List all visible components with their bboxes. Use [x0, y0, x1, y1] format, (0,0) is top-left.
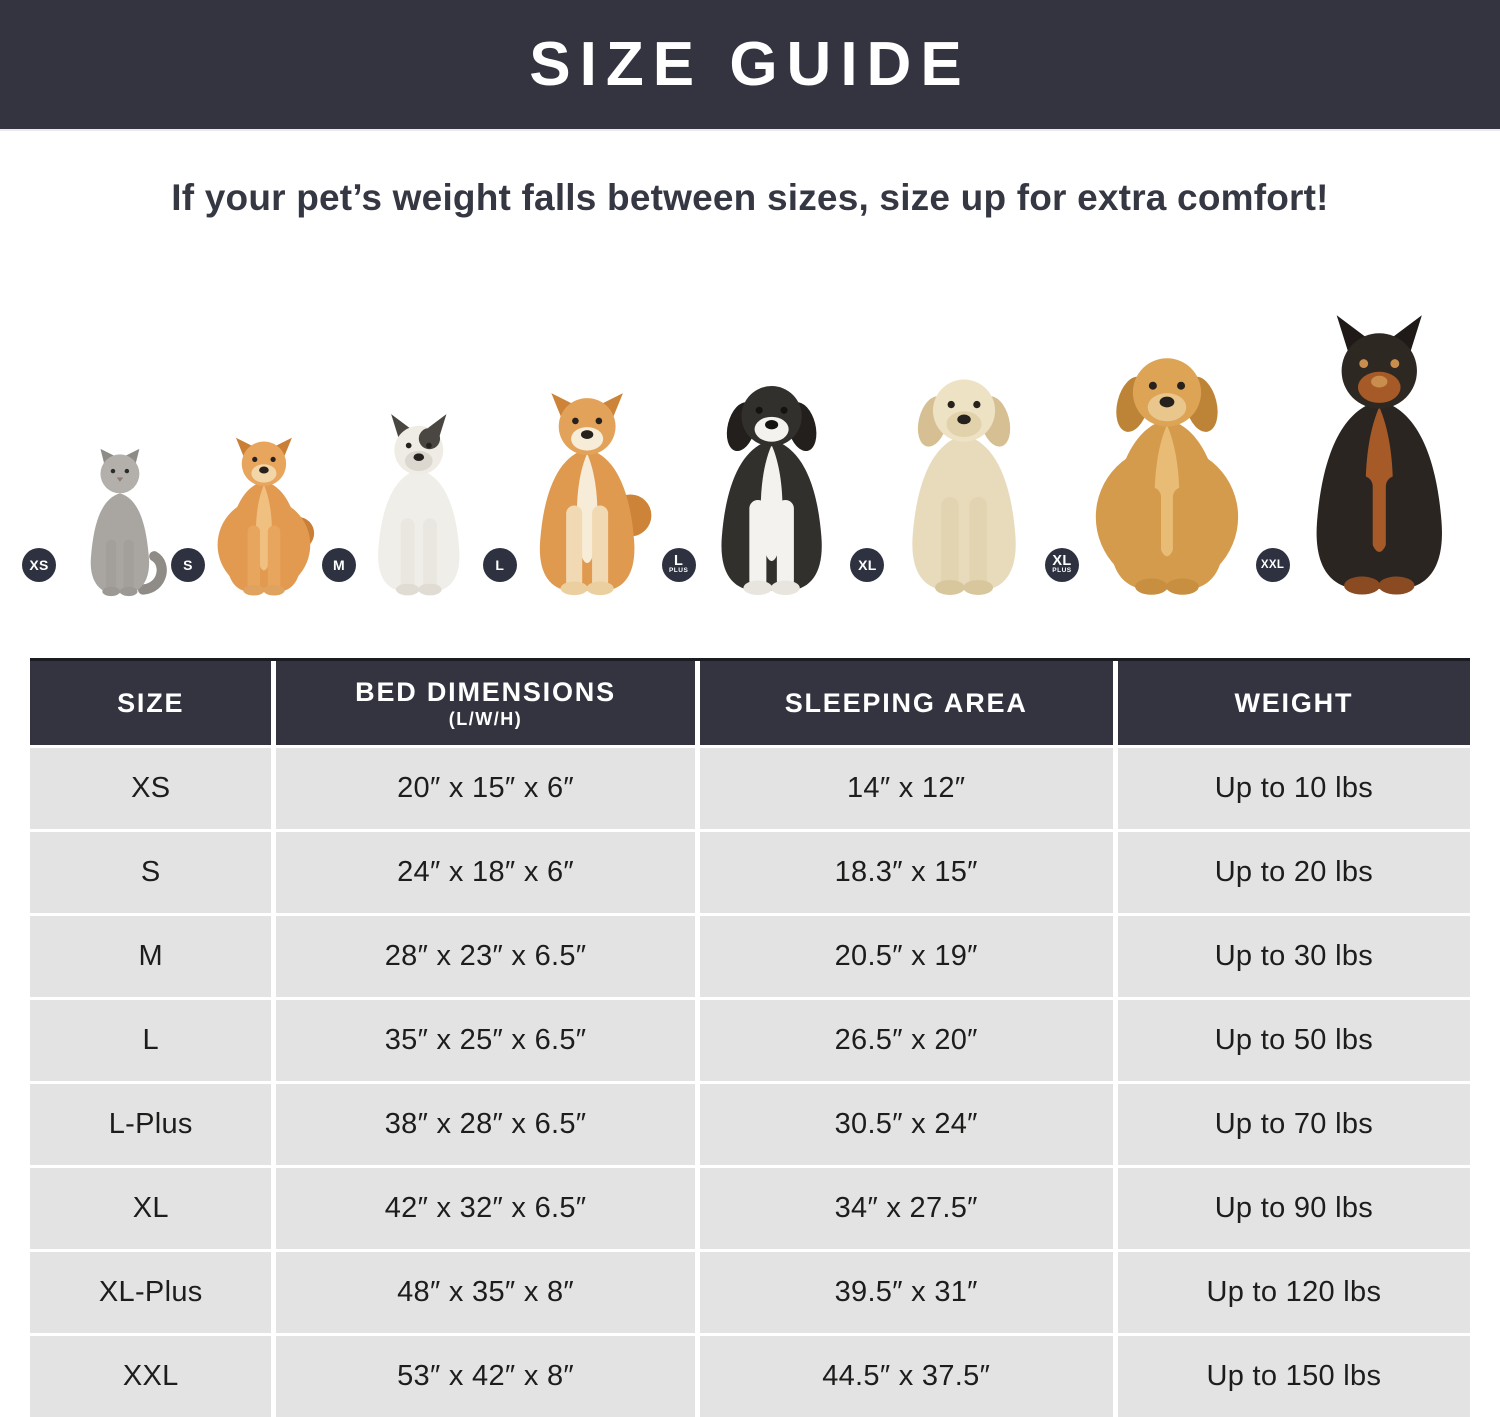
table-cell-m-weight: Up to 30 lbs — [1118, 916, 1470, 997]
table-cell-m-bed: 28″ x 23″ x 6.5″ — [276, 916, 694, 997]
dog-illustration-shiba-inu — [513, 382, 661, 597]
column-header-label: SIZE — [117, 687, 185, 718]
table-cell-xl-plus-bed: 48″ x 35″ x 8″ — [276, 1252, 694, 1333]
subtitle-text: If your pet’s weight falls between sizes, size up for extra comfort! — [171, 177, 1329, 218]
table-cell-s-weight: Up to 20 lbs — [1118, 832, 1470, 913]
pet-doberman — [1256, 312, 1478, 597]
badge-label: M — [332, 556, 345, 573]
table-cell-m-size: M — [30, 916, 271, 997]
table-cell-l-plus-weight: Up to 70 lbs — [1118, 1084, 1470, 1165]
table-cell-l-sleep: 26.5″ x 20″ — [700, 1000, 1113, 1081]
column-header-sublabel: (L/W/H) — [448, 708, 523, 729]
badge-sub-label: PLUS — [1052, 567, 1072, 574]
size-badge-xxl — [1256, 548, 1290, 582]
size-badge-s — [171, 548, 205, 582]
badge-label: S — [183, 556, 193, 573]
table-cell-l-plus-size: L-Plus — [30, 1084, 271, 1165]
dog-illustration-pomeranian — [206, 429, 322, 597]
table-cell-s-sleep: 18.3″ x 15″ — [700, 832, 1113, 913]
pet-labrador — [850, 362, 1045, 597]
column-header-size — [30, 661, 271, 745]
table-cell-xxl-size: XXL — [30, 1336, 271, 1417]
column-header-sleeping-area — [700, 661, 1113, 745]
table-cell-xs-weight: Up to 10 lbs — [1118, 748, 1470, 829]
pet-french-bulldog — [322, 412, 483, 597]
badge-label: XS — [29, 556, 49, 573]
size-guide-table — [30, 658, 1470, 1417]
table-cell-s-bed: 24″ x 18″ x 6″ — [276, 832, 694, 913]
table-cell-xl-size: XL — [30, 1168, 271, 1249]
dog-illustration-border-collie — [693, 369, 850, 597]
dog-illustration-doberman — [1281, 312, 1478, 597]
cat-illustration — [69, 447, 171, 597]
dog-illustration-labrador — [883, 362, 1045, 597]
table-cell-l-weight: Up to 50 lbs — [1118, 1000, 1470, 1081]
dog-illustration-french-bulldog — [355, 412, 483, 597]
column-header-label: SLEEPING AREA — [784, 687, 1028, 718]
table-cell-xl-plus-sleep: 39.5″ x 31″ — [700, 1252, 1113, 1333]
table-cell-s-size: S — [30, 832, 271, 913]
badge-label: XXL — [1260, 558, 1285, 571]
badge-sub-label: PLUS — [668, 567, 689, 574]
pet-golden-retriever — [1045, 339, 1256, 597]
badge-label: XL — [858, 556, 877, 573]
pet-border-collie — [662, 369, 851, 597]
badge-label: L — [674, 553, 684, 569]
pet-pomeranian — [171, 429, 322, 597]
header-bar — [0, 0, 1500, 131]
table-cell-xl-plus-size: XL-Plus — [30, 1252, 271, 1333]
column-header-bed-dimensions — [276, 661, 694, 745]
table-cell-xl-weight: Up to 90 lbs — [1118, 1168, 1470, 1249]
size-badge-l-plus — [662, 548, 696, 582]
pets-row — [0, 225, 1500, 597]
table-cell-xxl-bed: 53″ x 42″ x 8″ — [276, 1336, 694, 1417]
size-badge-xl — [850, 548, 884, 582]
table-cell-l-size: L — [30, 1000, 271, 1081]
column-header-label: WEIGHT — [1234, 687, 1354, 718]
column-header-label: BED DIMENSIONS — [355, 676, 616, 707]
table-cell-xs-sleep: 14″ x 12″ — [700, 748, 1113, 829]
badge-label: XL — [1052, 553, 1072, 569]
table-cell-m-sleep: 20.5″ x 19″ — [700, 916, 1113, 997]
table-cell-l-plus-sleep: 30.5″ x 24″ — [700, 1084, 1113, 1165]
table-cell-xs-bed: 20″ x 15″ x 6″ — [276, 748, 694, 829]
size-badge-l — [483, 548, 517, 582]
pet-cat — [22, 447, 171, 597]
pet-shiba-inu — [483, 382, 662, 597]
table-cell-l-bed: 35″ x 25″ x 6.5″ — [276, 1000, 694, 1081]
size-badge-xl-plus — [1045, 548, 1079, 582]
table-cell-xs-size: XS — [30, 748, 271, 829]
table-cell-xxl-weight: Up to 150 lbs — [1118, 1336, 1470, 1417]
size-badge-xs — [22, 548, 56, 582]
table-cell-xl-sleep: 34″ x 27.5″ — [700, 1168, 1113, 1249]
table-cell-xxl-sleep: 44.5″ x 37.5″ — [700, 1336, 1113, 1417]
dog-illustration-golden-retriever — [1078, 339, 1256, 597]
table-cell-l-plus-bed: 38″ x 28″ x 6.5″ — [276, 1084, 694, 1165]
table-cell-xl-plus-weight: Up to 120 lbs — [1118, 1252, 1470, 1333]
column-header-weight — [1118, 661, 1470, 745]
table-cell-xl-bed: 42″ x 32″ x 6.5″ — [276, 1168, 694, 1249]
badge-label: L — [495, 556, 505, 573]
size-badge-m — [322, 548, 356, 582]
page-title: SIZE GUIDE — [529, 30, 971, 99]
